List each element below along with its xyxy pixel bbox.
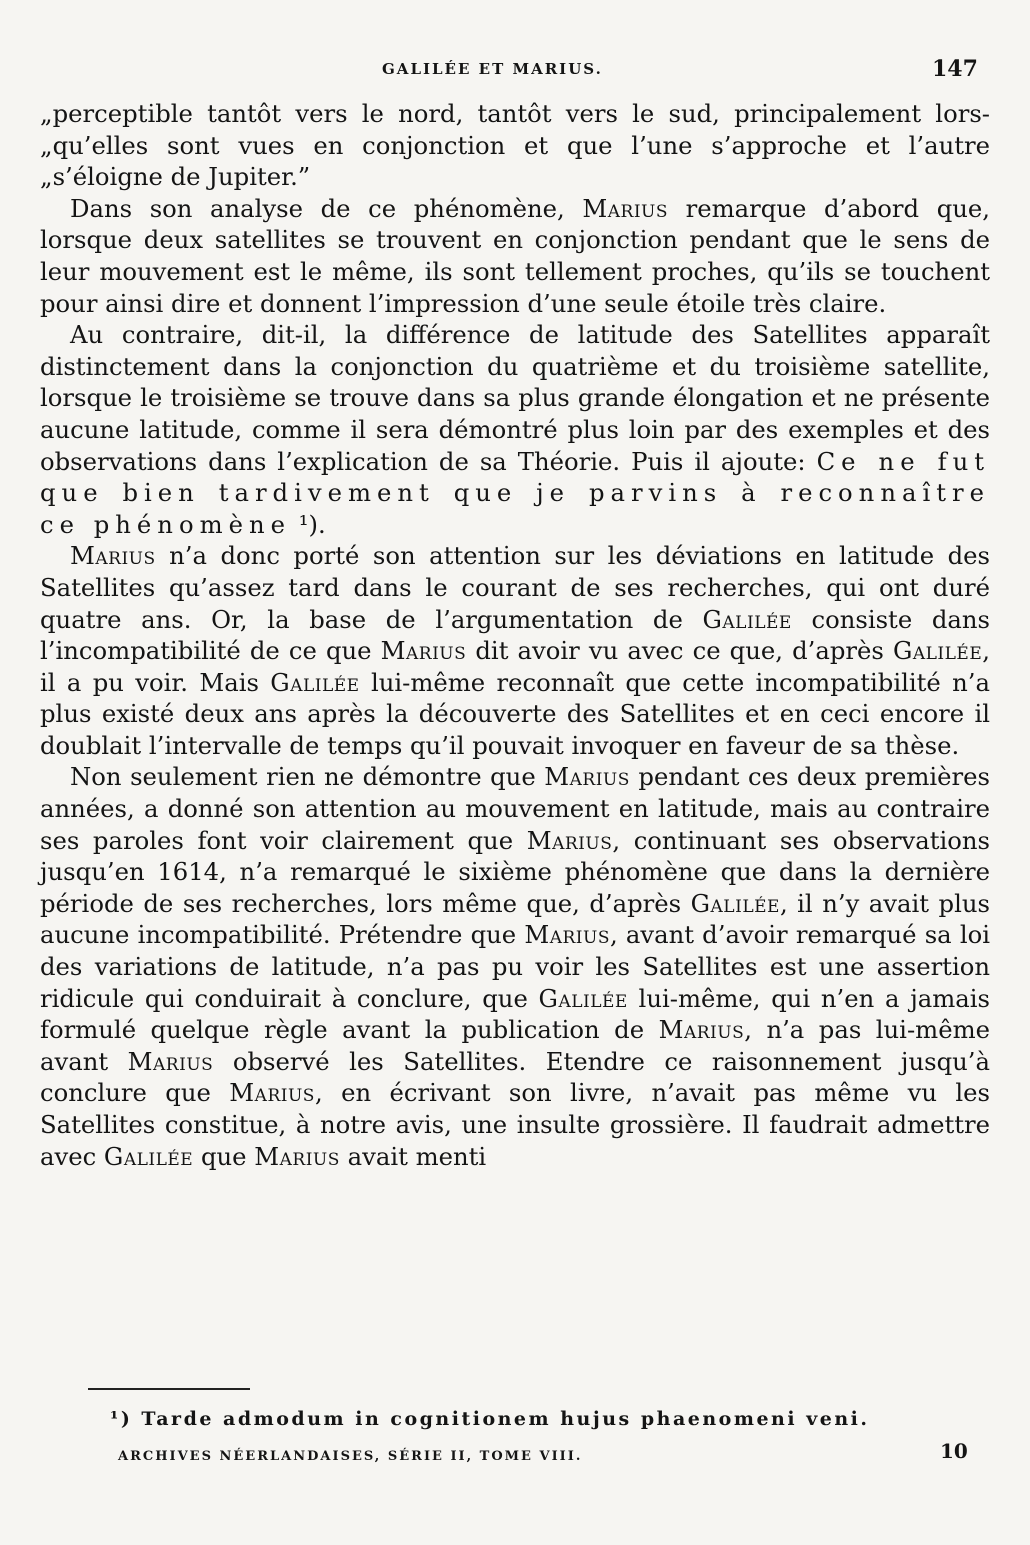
text-run: consiste dans l’incompatibilité de ce que xyxy=(40,604,991,666)
author-name: Galilée xyxy=(103,1141,194,1171)
paragraph xyxy=(40,193,990,319)
author-name: Marius xyxy=(544,762,630,792)
author-name: Marius xyxy=(70,541,156,571)
text-run: „perceptible tantôt vers le nord, tantôt vers le sud, principalement lors- „qu’elles sont vues en conjonction et que l’une s’approche et l’autre „s’éloigne de Jupiter.” xyxy=(40,99,990,192)
author-name: Marius xyxy=(380,636,467,666)
text-run: , il a pu voir. Mais xyxy=(40,636,990,697)
text-run: observé les Satellites. Etendre ce raisonnement jusqu’à conclure que xyxy=(40,1046,990,1108)
author-name: Marius xyxy=(127,1046,214,1076)
running-head xyxy=(0,56,1030,86)
author-name: Galilée xyxy=(690,888,780,918)
paragraph xyxy=(40,98,990,193)
text-run: n’a donc porté son attention sur les déviations en latitude des Satellites qu’assez tard dans le courant de ses recherches, qui ont duré quatre ans. Or, la base de l’argumentation de xyxy=(40,541,990,634)
text-run: lui-même, qui n’en a jamais formulé quelque règle avant la publication de xyxy=(40,983,990,1045)
text-run: , continuant ses observations jusqu’en 1614, n’a remarqué le sixième phénomène que dans la dernière période de ses recherches, lors même que, d’après xyxy=(40,825,990,918)
author-name: Galilée xyxy=(702,604,792,634)
emphasized-quote: Ce ne fut que bien tardivement que je parvins à reconnaître ce phénomène xyxy=(40,446,990,539)
author-name: Galilée xyxy=(270,667,360,697)
paragraph xyxy=(40,761,990,1172)
text-run: , en écrivant son livre, n’avait pas même vu les Satellites constitue, à notre avis, une insulte grossière. Il faudrait admettre avec xyxy=(40,1078,990,1171)
author-name: Marius xyxy=(254,1141,340,1171)
text-run: Non seulement rien ne démontre que xyxy=(70,762,545,792)
author-name: Marius xyxy=(582,193,669,223)
author-name: Galilée xyxy=(892,636,983,666)
text-run: ¹). xyxy=(291,509,326,539)
paragraph xyxy=(40,319,990,540)
author-name: Galilée xyxy=(538,983,628,1013)
text-run: Dans son analyse de ce phénomène, xyxy=(70,193,583,223)
text-run: remarque d’abord que, lorsque deux satellites se trouvent en conjonction pendant que le sens de leur mouvement est le même, ils sont tellement proches, qu’ils se touchent pour ainsi dire et donnent l’impression d’une seule étoile très claire. xyxy=(40,193,990,318)
text-run: dit avoir vu avec ce que, d’après xyxy=(466,636,893,666)
footnote: ¹) Tarde admodum in cognitionem hujus phaenomeni veni. xyxy=(110,1408,870,1430)
text-run: pendant ces deux premières années, a donné son attention au mouvement en latitude, mais au contraire ses paroles font voir clairement que xyxy=(40,762,990,855)
paragraph xyxy=(40,540,990,761)
author-name: Marius xyxy=(658,1015,745,1045)
journal-line: ARCHIVES NÉERLANDAISES, SÉRIE II, TOME VIII. xyxy=(118,1449,583,1464)
text-run: que xyxy=(193,1141,255,1171)
text-run: , avant d’avoir remarqué sa loi des variations de latitude, n’a pas pu voir les Satellites est une assertion ridicule qui conduirait à conclure, que xyxy=(40,920,990,1013)
author-name: Marius xyxy=(524,920,610,950)
text-run: avait menti xyxy=(339,1141,487,1171)
text-run: lui-même reconnaît que cette incompatibilité n’a plus existé deux ans après la découverte des Satellites et en ceci encore il doublait l’intervalle de temps qu’il pouvait invoquer en faveur de sa thèse. xyxy=(40,667,990,760)
text-run: Au contraire, dit-il, la différence de latitude des Satellites apparaît distinctement dans la conjonction du quatrième et du troisième satellite, lorsque le troisième se trouve dans sa plus grande élongation et ne présente aucune latitude, comme il sera démontré plus loin par des exemples et des observations dans l’explication de sa Théorie. Puis il ajoute: xyxy=(40,320,990,476)
text-run: , n’a pas lui-même avant xyxy=(40,1015,991,1076)
text-run: , il n’y avait plus aucune incompatibilité. Prétendre que xyxy=(40,888,990,950)
page-number: 147 xyxy=(932,56,978,82)
body-text xyxy=(40,98,990,1172)
sheet-signature: 10 xyxy=(940,1439,968,1463)
author-name: Marius xyxy=(526,825,613,855)
author-name: Marius xyxy=(229,1078,315,1108)
running-title: GALILÉE ET MARIUS. xyxy=(382,60,603,78)
footnote-rule xyxy=(88,1388,250,1390)
footer-line xyxy=(118,1439,998,1475)
